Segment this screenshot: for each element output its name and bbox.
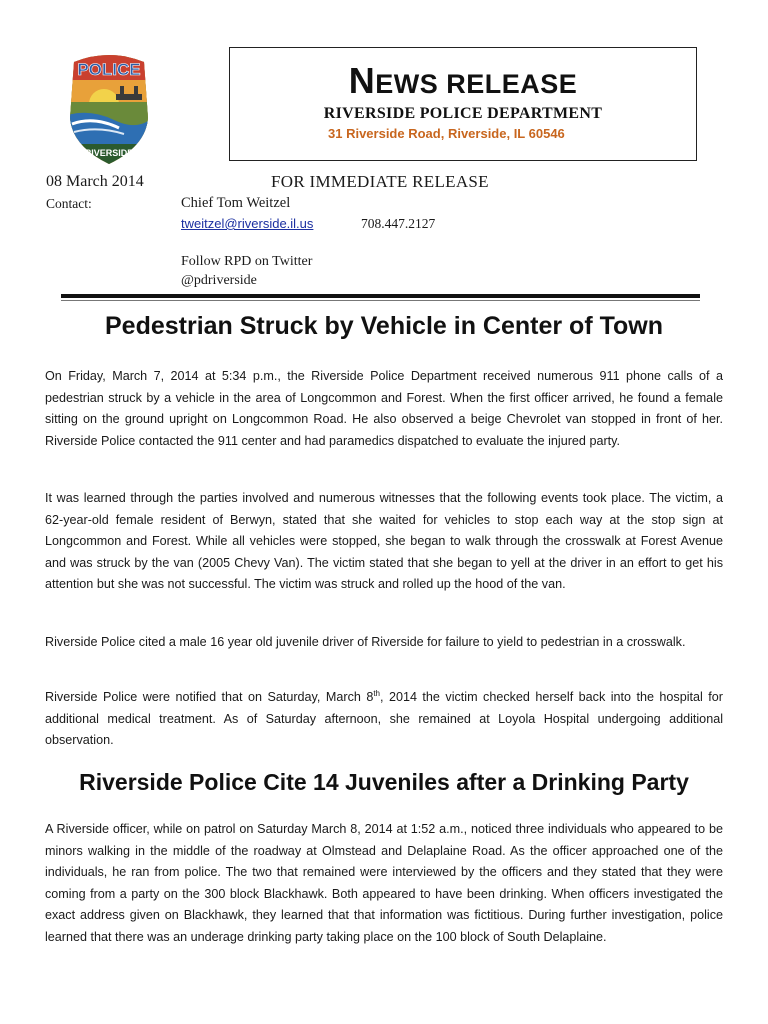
contact-phone: 708.447.2127 — [361, 216, 436, 231]
twitter-follow-text: Follow RPD on Twitter — [181, 254, 313, 269]
release-date: 08 March 2014 — [46, 173, 144, 190]
immediate-release-label: FOR IMMEDIATE RELEASE — [271, 172, 489, 191]
header-divider-thin — [61, 300, 700, 301]
contact-label: Contact: — [46, 196, 92, 211]
article-headline: Pedestrian Struck by Vehicle in Center of Town — [104, 312, 663, 340]
twitter-handle: @pdriverside — [181, 273, 257, 288]
department-address: 31 Riverside Road, Riverside, IL 60546 — [328, 126, 565, 141]
article-paragraph: It was learned through the parties involved and numerous witnesses that the following events took place. The victim, a 62-year-old female resident of Berwyn, stated that she waited for vehicles to stop each way at the stop sign at Longcommon and Forest. While all vehicles were stopped, she began to walk through the crosswalk at Forest Avenue and was struck by the van (2005 Chevy Van). The victim stated that she began to yell at the driver in an effort to get his attention but she was not successful. The victim was struck and rolled up the hood of the van. — [45, 491, 723, 592]
police-badge-logo — [64, 46, 154, 166]
article-paragraph: Riverside Police were notified that on Saturday, March 8th, 2014 the victim checked herself back into the hospital for additional medical treatment. As of Saturday afternoon, she remained at Loyola Hospital undergoing additional observation. — [45, 688, 723, 748]
badge-top-text: POLICE — [77, 60, 141, 79]
article-paragraph: A Riverside officer, while on patrol on Saturday March 8, 2014 at 1:52 a.m., noticed three individuals who appeared to be minors walking in the middle of the roadway at Olmstead and Delaplaine Road. As the officer approached one of the individuals, he ran from police. The two that remained were interviewed by the officers and they stated that they were coming from a party on the 300 block Blackhawk. Both appeared to have been drinking. When officers investigated the exact address given on Blackhawk, they learned that that information was fictitious. During further investigation, police learned that there was an underage drinking party taking place on the 100 block of South Delaplaine. — [45, 822, 723, 944]
contact-email-link[interactable]: tweitzel@riverside.il.us — [181, 216, 314, 231]
news-release-title: NEWS RELEASE — [348, 60, 578, 101]
news-release-header — [229, 47, 697, 161]
article-paragraph: Riverside Police cited a male 16 year old juvenile driver of Riverside for failure to yield to pedestrian in a crosswalk. — [45, 635, 686, 649]
badge-bottom-text: RIVERSIDE — [84, 148, 134, 158]
department-name: RIVERSIDE POLICE DEPARTMENT — [323, 105, 603, 122]
article-headline: Riverside Police Cite 14 Juveniles after a Drinking Party — [79, 769, 689, 795]
header-divider — [61, 294, 700, 298]
contact-name: Chief Tom Weitzel — [181, 195, 291, 211]
article-paragraph: On Friday, March 7, 2014 at 5:34 p.m., the Riverside Police Department received numerous 911 phone calls of a pedestrian struck by a vehicle in the area of Longcommon and Forest. When the first officer arrived, he found a female sitting on the ground upright on Longcommon Road. He also observed a beige Chevrolet van stopped in front of her. Riverside Police contacted the 911 center and had paramedics dispatched to evaluate the injured party. — [45, 369, 723, 448]
